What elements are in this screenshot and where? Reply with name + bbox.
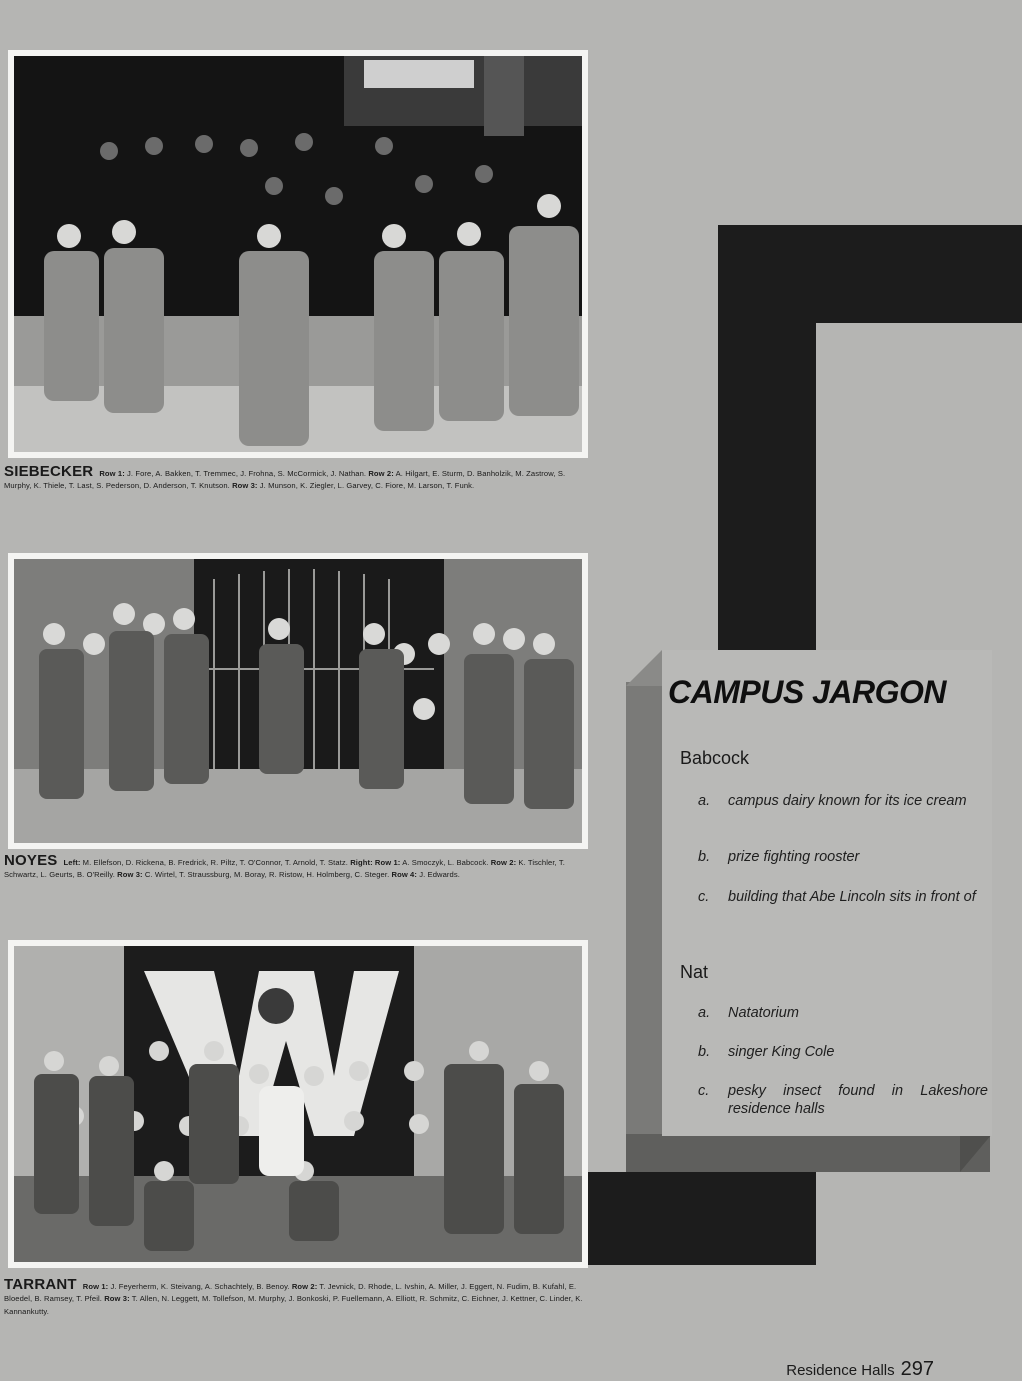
jargon-definition: b. singer King Cole xyxy=(698,1044,835,1060)
jargon-definition: c. building that Abe Lincoln sits in front of xyxy=(698,889,976,905)
photo-noyes xyxy=(8,553,588,849)
jargon-definition: b. prize fighting rooster xyxy=(698,849,860,865)
hall-name: TARRANT xyxy=(4,1276,77,1293)
caption-noyes: NOYES Left: M. Ellefson, D. Rickena, B. Fredrick, R. Piltz, T. O'Connor, T. Arnold, T. Statz. Right: Row 1: A. Smoczyk, L. Babcock. Row 2: K. Tischler, T. Schwartz, L. Geurts, B. O'Reilly. Row 3: C. Wirtel, T. Straussburg, M. Boray, R. Ristow, H. Holmberg, C. Steger. Row 4: J. Edwards. xyxy=(4,852,565,880)
campus-jargon-panel xyxy=(662,650,992,1136)
panel-shadow-left xyxy=(626,682,666,1172)
panel-shadow-bottom xyxy=(626,1134,990,1172)
hall-name: NOYES xyxy=(4,852,58,869)
hall-name: SIEBECKER xyxy=(4,463,94,480)
caption-siebecker: SIEBECKER Row 1: J. Fore, A. Bakken, T. Tremmec, J. Frohna, S. McCormick, J. Nathan. Row 2: A. Hilgart, E. Sturm, D. Banholzik, M. Zastrow, S. Murphy, K. Thiele, T. Last, S. Pederson, D. Anderson, T. Knutson. Row 3: J. Munson, K. Ziegler, L. Garvey, C. Fiore, M. Larson, T. Funk. xyxy=(4,463,566,491)
jargon-term: Nat xyxy=(680,962,709,982)
photo-siebecker xyxy=(8,50,588,458)
jargon-definition: a. Natatorium xyxy=(698,1005,799,1021)
page-footer xyxy=(786,1358,934,1381)
jargon-definition: a. campus dairy known for its ice cream xyxy=(698,793,967,809)
jargon-title: CAMPUS JARGON xyxy=(668,674,946,710)
panel-bevel-top xyxy=(626,650,666,686)
panel-bevel-bottom xyxy=(960,1134,994,1172)
section-name: Residence Halls xyxy=(786,1362,895,1379)
caption-tarrant: TARRANT Row 1: J. Feyerherm, K. Steivang, A. Schachtely, B. Benoy. Row 2: T. Jevnick, D. Rhode, L. Ivshin, A. Miller, J. Eggert, N. Fudim, B. Kufahl, E. Bloedel, B. Ramsey, T. Pfeil. Row 3: T. Allen, N. Leggett, M. Tollefson, M. Murphy, J. Bonkoski, P. Fuellemann, A. Elliott, R. Schmitz, C. Eichner, J. Kettner, C. Linder, K. Kannankutty. xyxy=(4,1276,583,1316)
jargon-definition: c. pesky insect found in Lakeshore residence halls xyxy=(698,1083,988,1117)
page-number: 297 xyxy=(900,1358,934,1380)
jargon-term: Babcock xyxy=(680,748,750,768)
photo-tarrant xyxy=(8,940,588,1268)
dark-bracket-bottom xyxy=(588,1172,816,1265)
